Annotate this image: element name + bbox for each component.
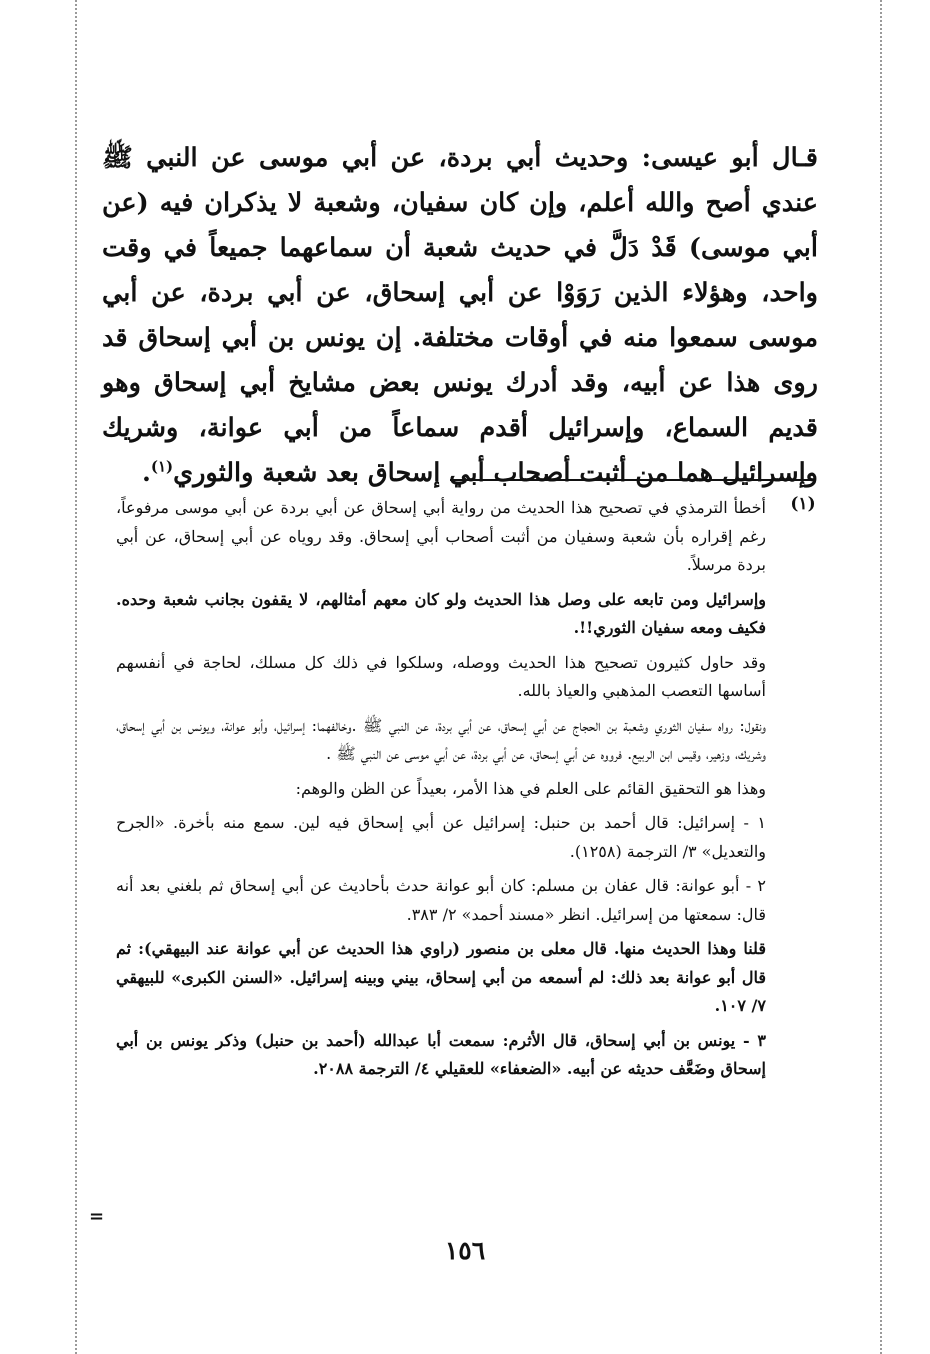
footnote-item-israel: ١ - إسرائيل: قال أحمد بن حنبل: إسرائيل عن أبي إسحاق فيه لين. سمع منه بأخرة. «الجرح والتعديل» ٣/ الترجمة (١٢٥٨). [116, 813, 766, 861]
left-page-edge [75, 0, 77, 1354]
footnote-item-yunus: ٣ - يونس بن أبي إسحاق، قال الأثرم: سمعت أبا عبدالله (أحمد بن حنبل) وذكر يونس بن أبي إسحاق وضَعَّف حديثه عن أبيه. «الضعفاء» للعقيلي ٤/ الترجمة ٢٠٨٨. [116, 1030, 766, 1078]
footnote-paragraph-1: أخطأ الترمذي في تصحيح هذا الحديث من رواية أبي إسحاق عن أبي بردة عن أبي موسى مرفوعاً، رغم إقراره بأن شعبة وسفيان من أثبت أصحاب أبي إسحاق. وقد روياه عن أبي إسحاق، عن أبي بردة مرسلاً. [116, 498, 766, 574]
footnotes [116, 494, 766, 1090]
footnote-item-abu-awana: ٢ - أبو عوانة: قال عفان بن مسلم: كان أبو عوانة حدث بأحاديث عن أبي إسحاق ثم بلغني بعد أنه قال: سمعتها من إسرائيل. انظر «مسند أحمد» ٢/ ٣٨٣. [116, 876, 767, 924]
main-text [102, 136, 818, 496]
page-number: ١٥٦ [444, 1236, 486, 1265]
footnote-reference: (١) [150, 457, 174, 476]
continuation-mark: = [89, 1206, 105, 1227]
footnote-paragraph-5: وهذا هو التحقيق القائم على العلم في هذا الأمر، بعيداً عن الظن والوهم: [295, 778, 766, 798]
main-paragraph-text: قـال أبو عيسى: وحديث أبي بردة، عن أبي موسى عن النبي ﷺ عندي أصح والله أعلم، وإن كان سفيان، وشعبة لا يذكران فيه (عن أبي موسى) قَدْ دَلَّ في حديث شعبة أن سماعهما جميعاً في وقت واحد، وهؤلاء الذين رَوَوْا عن أبي إسحاق، عن أبي بردة، عن أبي موسى سمعوا منه في أوقات مختلفة. إن يونس بن أبي إسحاق قد روى هذا عن أبيه، وقد أدرك يونس بعض مشايخ أبي إسحاق وهو قديم السماع، وإسرائيل أقدم سماعاً من أبي عوانة، وشريك وإسرائيل هما من أثبت أصحاب أبي إسحاق بعد شعبة والثوري [102, 143, 818, 488]
footnote-divider [450, 479, 816, 481]
main-paragraph: قـال أبو عيسى: وحديث أبي بردة، عن أبي موسى عن النبي ﷺ عندي أصح والله أعلم، وإن كان سفيان، وشعبة لا يذكران فيه (عن أبي موسى) قَدْ دَلَّ في حديث شعبة أن سماعهما جميعاً في وقت واحد، وهؤلاء الذين رَوَوْا عن أبي إسحاق، عن أبي بردة، عن أبي موسى سمعوا منه في أوقات مختلفة. إن يونس بن أبي إسحاق قد روى هذا عن أبيه، وقد أدرك يونس بعض مشايخ أبي إسحاق وهو قديم السماع، وإسرائيل أقدم سماعاً من أبي عوانة، وشريك وإسرائيل هما من أثبت أصحاب أبي إسحاق بعد شعبة والثوري$^{(١)}$. [102, 143, 818, 488]
right-page-edge [880, 0, 882, 1354]
footnote-paragraph-2: وإسرائيل ومن تابعه على وصل هذا الحديث ولو كان معهم أمثالهم، لا يقفون بجانب شعبة وحده. فكيف ومعه سفيان الثوري!!. [116, 589, 767, 637]
footnote-number: (١) [790, 494, 816, 514]
footnote-paragraph-8: قلنا وهذا الحديث منها. قال معلى بن منصور (راوي هذا الحديث عن أبي عوانة عند البيهقي): ثم قال أبو عوانة بعد ذلك: لم أسمعه من أبي إسحاق، بيني وبينه إسرائيل. «السنن الكبرى» للبيهقي ٧/ ١٠٧. [116, 939, 766, 1015]
footnote-paragraph-3: وقد حاول كثيرون تصحيح هذا الحديث ووصله، وسلكوا في ذلك كل مسلك، لحاجة في أنفسهم أساسها التعصب المذهبي والعياذ بالله. [116, 652, 766, 700]
footnote-paragraph-4: ونقول: رواه سفيان الثوري وشعبة بن الحجاج عن أبي إسحاق، عن أبي بردة، عن النبي ﷺ .وخالفهما: إسرائيل، وأبو عوانة، ويونس بن أبي إسحاق، وشريك، وزهير، وقيس ابن الربيع. فرووه عن أبي إسحاق، عن أبي بردة، عن أبي موسى عن النبي ﷺ . [116, 715, 767, 763]
